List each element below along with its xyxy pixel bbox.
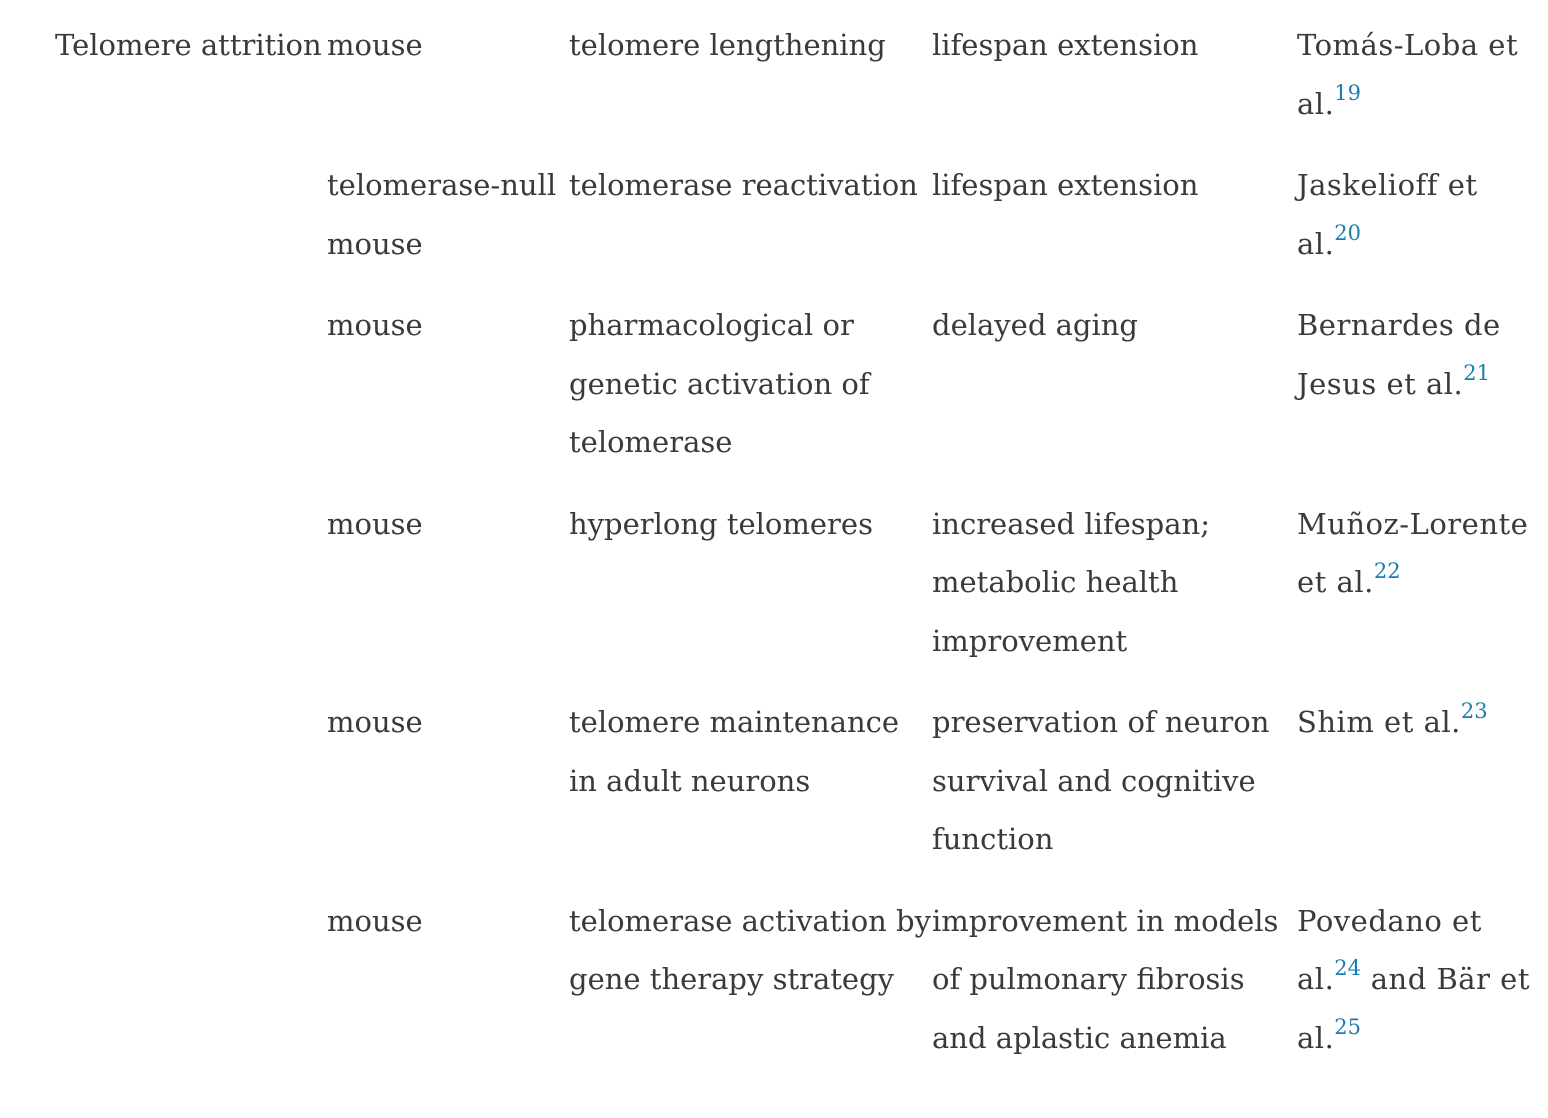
intervention-cell: telomerase activation by gene therapy strategy [569,903,931,996]
reference-text: Povedano et al. [1297,903,1482,996]
hallmark-cell-empty [55,495,327,694]
reference-text: Tomás-Loba et al. [1297,28,1519,121]
table-row [55,296,1535,495]
reference-cell [1297,16,1535,156]
table-row [55,16,1535,156]
intervention-cell: hyperlong telomeres [569,506,873,541]
outcome-cell: increased lifespan; metabolic health improvement [932,506,1210,658]
hallmark-intervention-table [55,16,1535,1090]
reference-cell [1297,156,1535,296]
outcome-cell: lifespan extension [932,28,1199,62]
hallmark-cell-empty [55,693,327,892]
model-cell: mouse [327,705,423,739]
table-row [55,156,1535,296]
table-row [55,495,1535,694]
outcome-cell: improvement in models of pulmonary fibrosis and aplastic anemia [932,903,1279,1055]
model-cell: mouse [327,506,423,541]
intervention-cell: pharmacological or genetic activation of telomerase [569,308,870,459]
hallmark-cell: Telomere attrition [55,28,322,62]
model-cell: mouse [327,28,423,62]
reference-text: Muñoz-Lorente et al. [1297,506,1529,599]
table-row [55,693,1535,892]
table-row [55,892,1535,1091]
model-cell: mouse [327,903,423,938]
citation-link[interactable]: 23 [1460,699,1488,723]
reference-cell [1297,495,1535,694]
citation-link[interactable]: 25 [1334,1014,1362,1039]
hallmark-cell-empty [55,892,327,1091]
intervention-cell: telomere lengthening [569,28,886,62]
citation-link[interactable]: 24 [1334,956,1362,980]
outcome-cell: delayed aging [932,308,1138,342]
citation-link[interactable]: 20 [1334,220,1362,245]
reference-text: Jaskelioff et al. [1297,168,1478,261]
intervention-cell: telomere maintenance in adult neurons [569,705,900,798]
intervention-cell: telomerase reactivation [569,168,918,202]
citation-link[interactable]: 22 [1373,559,1401,583]
hallmark-cell-empty [55,296,327,495]
outcome-cell: preservation of neuron survival and cognitive function [932,705,1270,856]
outcome-cell: lifespan extension [932,168,1199,202]
reference-text: Shim et al. [1297,705,1461,739]
model-cell: telomerase-null mouse [327,168,557,261]
citation-link[interactable]: 19 [1334,80,1362,105]
reference-cell [1297,296,1535,495]
reference-cell [1297,693,1535,892]
citation-link[interactable]: 21 [1463,360,1490,385]
reference-text-second: and Bär et al. [1297,962,1530,1055]
model-cell: mouse [327,308,423,342]
hallmark-cell-empty [55,156,327,296]
reference-cell [1297,892,1535,1091]
reference-text: Bernardes de Jesus et al. [1297,308,1501,401]
